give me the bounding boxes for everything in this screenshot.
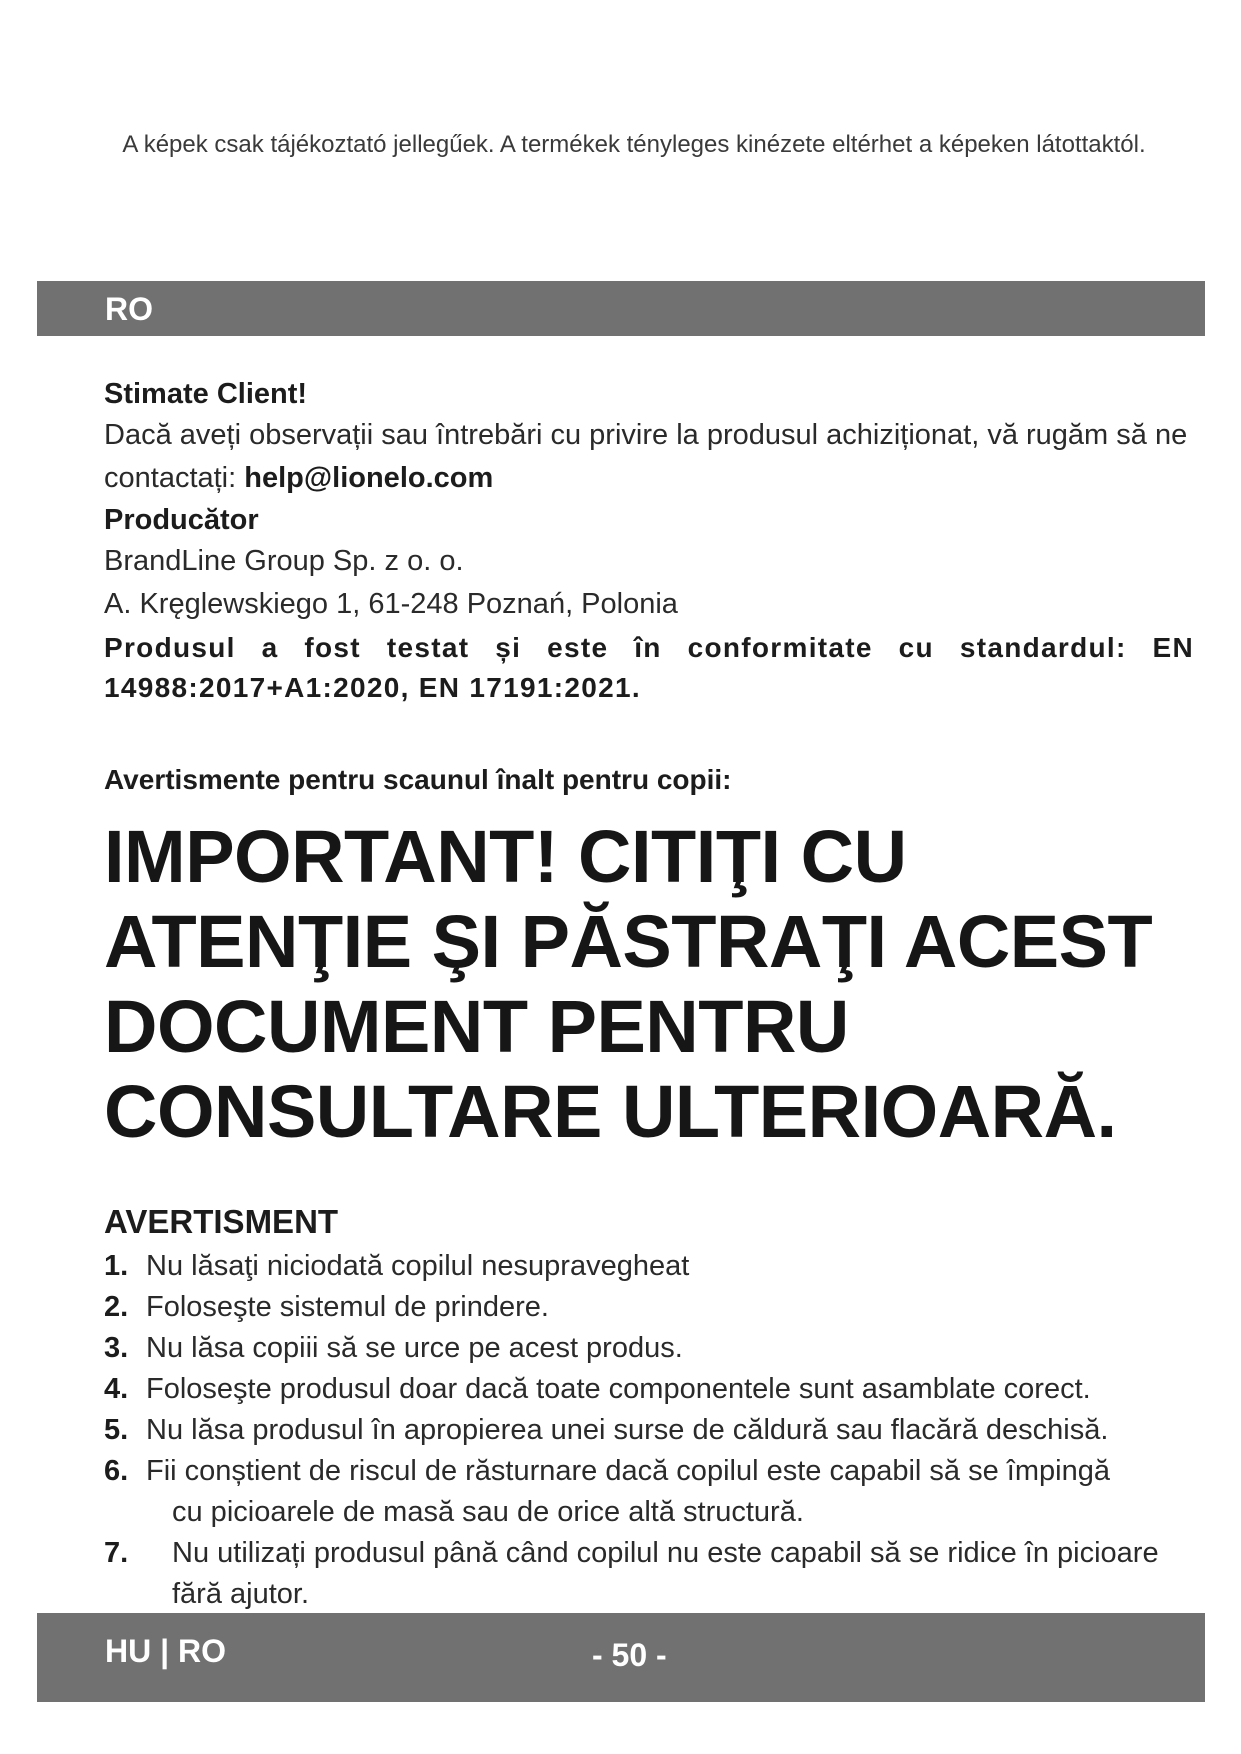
important-headline: IMPORTANT! CITIŢI CU ATENŢIE ŞI PĂSTRAŢI ACEST DOCUMENT PENTRU CONSULTARE ULTERIOARĂ. <box>104 815 1153 1153</box>
contact-paragraph <box>104 414 1194 500</box>
image-disclaimer: A képek csak tájékoztató jellegűek. A termékek tényleges kinézete eltérhet a képeken látottaktól. <box>122 131 1146 158</box>
contact-text: Dacă aveți observații sau întrebări cu privire la produsul achiziționat, vă rugăm să ne contactați: <box>104 419 1188 494</box>
section-header-bar <box>37 281 1205 336</box>
warning-item <box>104 1533 1194 1615</box>
footer-languages: HU | RO <box>105 1633 226 1669</box>
warning-list <box>104 1246 1194 1615</box>
warning-number: 4. <box>104 1373 129 1405</box>
warning-item <box>104 1246 1194 1287</box>
warning-item <box>104 1287 1194 1328</box>
warning-text-line: Fii conștient de riscul de răsturnare dacă copilul este capabil să se împingă <box>146 1455 1110 1487</box>
warning-text: Nu lăsaţi niciodată copilul nesupravegheat <box>146 1250 690 1282</box>
page-number: - 50 - <box>592 1637 667 1673</box>
footer-bar <box>37 1613 1205 1702</box>
warning-title: AVERTISMENT <box>104 1203 339 1240</box>
manufacturer-address: A. Kręglewskiego 1, 61-248 Poznań, Polonia <box>104 588 678 620</box>
warning-text: Nu lăsa copiii să se urce pe acest produs. <box>146 1332 683 1364</box>
warnings-intro: Avertismente pentru scaunul înalt pentru copii: <box>104 764 732 795</box>
warning-text: Nu utilizați produsul până când copilul nu este capabil să se ridice în picioare fără ajutor. <box>172 1537 1159 1610</box>
contact-email-link[interactable]: help@lionelo.com <box>244 462 494 494</box>
section-language-label: RO <box>105 291 153 327</box>
warning-number: 1. <box>104 1250 129 1282</box>
warning-number: 7. <box>104 1537 129 1569</box>
warning-text: Nu lăsa produsul în apropierea unei surse de căldură sau flacără deschisă. <box>146 1414 1109 1446</box>
warning-item <box>104 1328 1194 1369</box>
warning-item <box>104 1369 1194 1410</box>
warning-item <box>104 1451 1194 1533</box>
standard-statement: Produsul a fost testat și este în conformitate cu standardul: EN 14988:2017+A1:2020, EN 17191:2021. <box>104 632 1194 703</box>
warning-number: 5. <box>104 1414 129 1446</box>
greeting: Stimate Client! <box>104 378 308 410</box>
warning-number: 3. <box>104 1332 129 1364</box>
warning-text-line: cu picioarele de masă sau de orice altă structură. <box>172 1496 804 1528</box>
page-content <box>104 374 1194 1615</box>
warning-number: 6. <box>104 1455 129 1487</box>
warning-text: Foloseşte sistemul de prindere. <box>146 1291 549 1323</box>
warning-text: Foloseşte produsul doar dacă toate componentele sunt asamblate corect. <box>146 1373 1091 1405</box>
manufacturer-name: BrandLine Group Sp. z o. o. <box>104 545 464 577</box>
warning-text <box>146 1451 1194 1533</box>
warning-number: 2. <box>104 1291 129 1323</box>
manufacturer-label: Producător <box>104 504 259 536</box>
warning-item <box>104 1410 1194 1451</box>
